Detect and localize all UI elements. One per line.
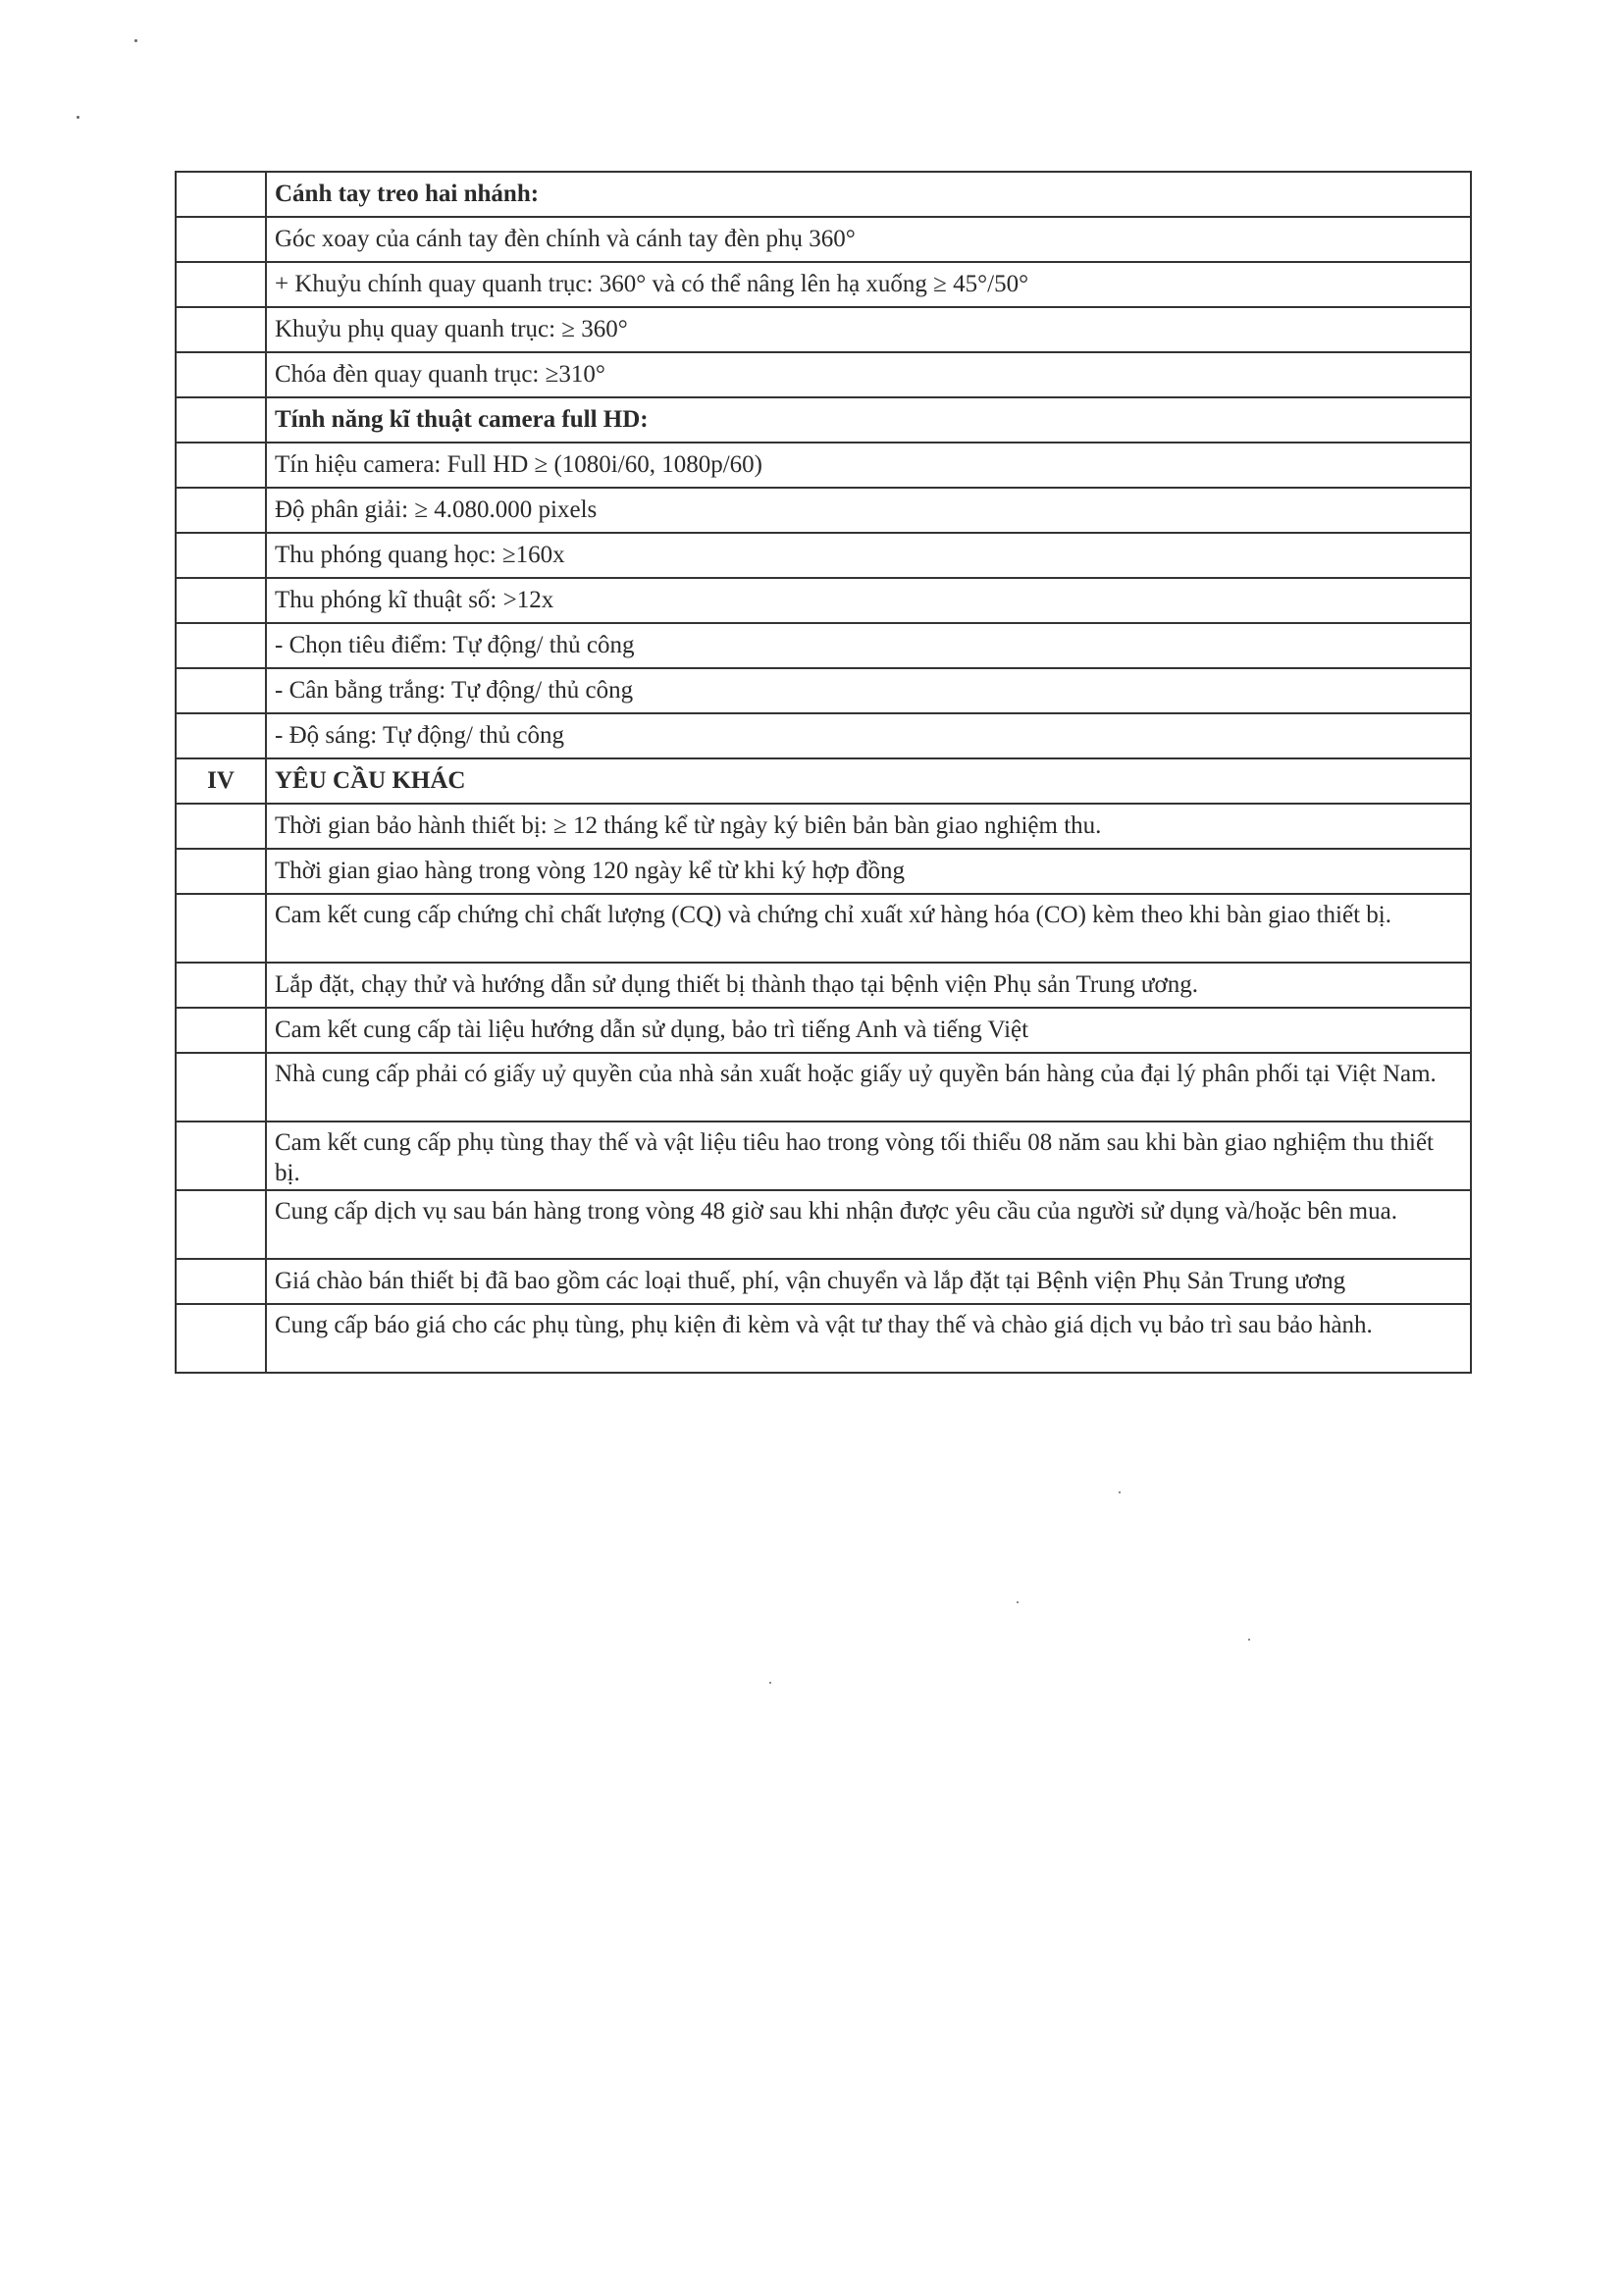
table-row bbox=[176, 1190, 1471, 1259]
row-number-cell bbox=[176, 578, 266, 623]
requirement-cell: Khuỷu phụ quay quanh trục: ≥ 360° bbox=[266, 307, 1471, 352]
row-number-cell bbox=[176, 804, 266, 849]
row-number-cell bbox=[176, 1008, 266, 1053]
requirement-cell: Thu phóng kĩ thuật số: >12x bbox=[266, 578, 1471, 623]
table-row bbox=[176, 443, 1471, 488]
row-number-cell bbox=[176, 1122, 266, 1190]
row-number-cell bbox=[176, 352, 266, 397]
row-number-cell bbox=[176, 217, 266, 262]
table-row bbox=[176, 352, 1471, 397]
requirement-heading: Tính năng kĩ thuật camera full HD: bbox=[266, 397, 1471, 443]
table-row bbox=[176, 623, 1471, 668]
scan-speck bbox=[769, 1682, 771, 1684]
table-row bbox=[176, 1122, 1471, 1190]
table-row bbox=[176, 804, 1471, 849]
scan-speck bbox=[1248, 1639, 1250, 1641]
table-row bbox=[176, 1008, 1471, 1053]
requirement-cell: - Độ sáng: Tự động/ thủ công bbox=[266, 713, 1471, 758]
table-row bbox=[176, 533, 1471, 578]
requirement-cell: Cam kết cung cấp chứng chỉ chất lượng (CQ) và chứng chỉ xuất xứ hàng hóa (CO) kèm theo khi bàn giao thiết bị. bbox=[266, 894, 1471, 963]
row-number-cell bbox=[176, 533, 266, 578]
requirement-cell: Lắp đặt, chạy thử và hướng dẫn sử dụng thiết bị thành thạo tại bệnh viện Phụ sản Trung ương. bbox=[266, 963, 1471, 1008]
requirement-cell: Cung cấp dịch vụ sau bán hàng trong vòng 48 giờ sau khi nhận được yêu cầu của người sử dụng và/hoặc bên mua. bbox=[266, 1190, 1471, 1259]
section-number: IV bbox=[176, 758, 266, 804]
table-row bbox=[176, 397, 1471, 443]
table-row bbox=[176, 488, 1471, 533]
table-row bbox=[176, 578, 1471, 623]
requirement-heading: Cánh tay treo hai nhánh: bbox=[266, 172, 1471, 217]
table-row bbox=[176, 894, 1471, 963]
row-number-cell bbox=[176, 849, 266, 894]
row-number-cell bbox=[176, 1259, 266, 1304]
row-number-cell bbox=[176, 443, 266, 488]
row-number-cell bbox=[176, 307, 266, 352]
row-number-cell bbox=[176, 262, 266, 307]
requirement-cell: Chóa đèn quay quanh trục: ≥310° bbox=[266, 352, 1471, 397]
requirement-cell: Tín hiệu camera: Full HD ≥ (1080i/60, 1080p/60) bbox=[266, 443, 1471, 488]
requirement-cell: Cam kết cung cấp tài liệu hướng dẫn sử dụng, bảo trì tiếng Anh và tiếng Việt bbox=[266, 1008, 1471, 1053]
row-number-cell bbox=[176, 623, 266, 668]
scan-speck bbox=[1119, 1491, 1121, 1493]
row-number-cell bbox=[176, 894, 266, 963]
table-row bbox=[176, 1053, 1471, 1122]
requirement-cell: Nhà cung cấp phải có giấy uỷ quyền của nhà sản xuất hoặc giấy uỷ quyền bán hàng của đại lý phân phối tại Việt Nam. bbox=[266, 1053, 1471, 1122]
scan-speck bbox=[134, 39, 137, 42]
requirement-cell: Thu phóng quang học: ≥160x bbox=[266, 533, 1471, 578]
scan-speck bbox=[77, 116, 79, 119]
requirement-cell: - Cân bằng trắng: Tự động/ thủ công bbox=[266, 668, 1471, 713]
row-number-cell bbox=[176, 397, 266, 443]
requirement-cell: Cung cấp báo giá cho các phụ tùng, phụ kiện đi kèm và vật tư thay thế và chào giá dịch vụ bảo trì sau bảo hành. bbox=[266, 1304, 1471, 1373]
table-row bbox=[176, 262, 1471, 307]
requirement-cell: Độ phân giải: ≥ 4.080.000 pixels bbox=[266, 488, 1471, 533]
row-number-cell bbox=[176, 172, 266, 217]
requirement-cell: Cam kết cung cấp phụ tùng thay thế và vật liệu tiêu hao trong vòng tối thiểu 08 năm sau khi bàn giao nghiệm thu thiết bị. bbox=[266, 1122, 1471, 1190]
requirement-cell: + Khuỷu chính quay quanh trục: 360° và có thể nâng lên hạ xuống ≥ 45°/50° bbox=[266, 262, 1471, 307]
requirement-cell: Giá chào bán thiết bị đã bao gồm các loại thuế, phí, vận chuyển và lắp đặt tại Bệnh viện Phụ Sản Trung ương bbox=[266, 1259, 1471, 1304]
row-number-cell bbox=[176, 1053, 266, 1122]
table-row bbox=[176, 849, 1471, 894]
row-number-cell bbox=[176, 963, 266, 1008]
row-number-cell bbox=[176, 1304, 266, 1373]
row-number-cell bbox=[176, 1190, 266, 1259]
specification-table bbox=[175, 171, 1472, 1374]
table-row bbox=[176, 172, 1471, 217]
table-row bbox=[176, 963, 1471, 1008]
table-row bbox=[176, 1304, 1471, 1373]
requirement-cell: - Chọn tiêu điểm: Tự động/ thủ công bbox=[266, 623, 1471, 668]
requirement-cell: Góc xoay của cánh tay đèn chính và cánh tay đèn phụ 360° bbox=[266, 217, 1471, 262]
row-number-cell bbox=[176, 668, 266, 713]
table-row bbox=[176, 1259, 1471, 1304]
section-title: YÊU CẦU KHÁC bbox=[266, 758, 1471, 804]
table-row bbox=[176, 713, 1471, 758]
table-row bbox=[176, 217, 1471, 262]
requirement-cell: Thời gian bảo hành thiết bị: ≥ 12 tháng kể từ ngày ký biên bản bàn giao nghiệm thu. bbox=[266, 804, 1471, 849]
row-number-cell bbox=[176, 713, 266, 758]
scan-speck bbox=[1017, 1601, 1019, 1603]
table-row bbox=[176, 668, 1471, 713]
section-header-row bbox=[176, 758, 1471, 804]
table-row bbox=[176, 307, 1471, 352]
row-number-cell bbox=[176, 488, 266, 533]
requirement-cell: Thời gian giao hàng trong vòng 120 ngày kể từ khi ký hợp đồng bbox=[266, 849, 1471, 894]
